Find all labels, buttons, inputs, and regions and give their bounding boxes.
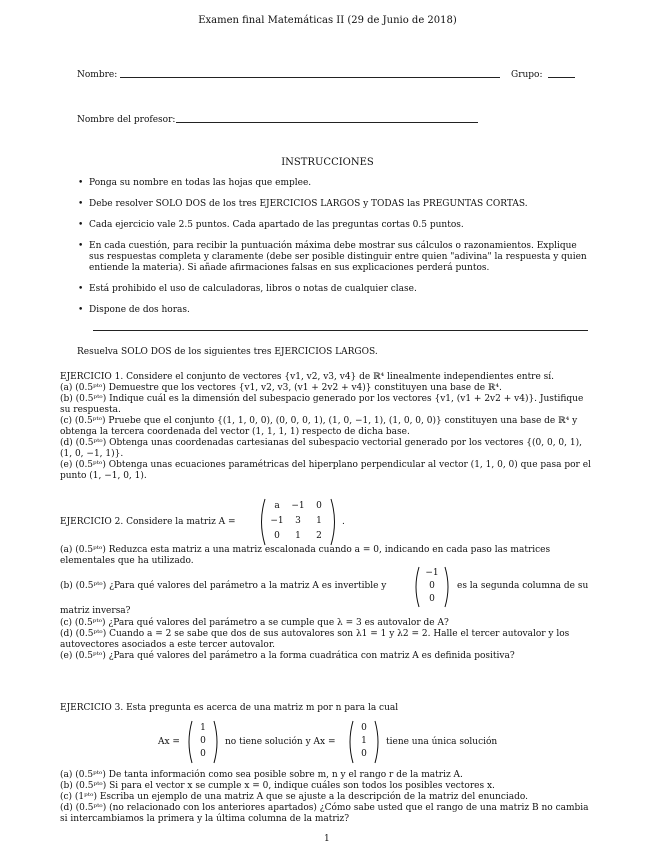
professor-field-line[interactable]: [176, 122, 478, 123]
matrix-cell: a: [274, 501, 280, 511]
page-number: 1: [324, 834, 330, 844]
ex3-statement: EJERCICIO 3. Esta pregunta es acerca de una matriz m por n para la cual: [60, 703, 399, 713]
ex3-items: [60, 770, 596, 825]
professor-label: Nombre del profesor:: [77, 115, 176, 125]
exercise-1: [60, 372, 596, 482]
vector-b: [413, 566, 451, 608]
ex1-line: (d) (0.5ᵖᵗᵒ) Obtenga unas coordenadas cartesianas del subespacio vectorial generado por los vectores {(0, 0, 0, 1), (1, 0, −1, 1)}.: [60, 438, 582, 459]
exam-title: Examen final Matemáticas II (29 de Junio de 2018): [198, 15, 457, 26]
name-field-line[interactable]: [120, 77, 500, 78]
ex2-item-a: (a) (0.5ᵖᵗᵒ) Reduzca esta matriz a una matriz escalonada cuando a = 0, indicando en cada paso las matrices elementales que ha utilizado.: [60, 545, 551, 566]
instruction-item: • Está prohibido el uso de calculadoras, libros o notas de cualquier clase.: [78, 284, 593, 295]
ex3-eq-end: tiene una única solución: [386, 737, 498, 747]
ex3-eq-mid: no tiene solución y Ax =: [225, 737, 336, 747]
ex3-eq1-lhs: Ax =: [158, 737, 180, 747]
group-label: Grupo:: [511, 70, 543, 80]
intro-text: Resuelva SOLO DOS de los siguientes tres EJERCICIOS LARGOS.: [77, 347, 378, 357]
ex1-line: (c) (0.5ᵖᵗᵒ) Pruebe que el conjunto {(1, 1, 0, 0), (0, 0, 0, 1), (1, 0, −1, 1), (1, 0, 0, 0)} constituyen una base de ℝ⁴ y obtenga la tercera coordenada del vector (1, 1, 1, 1) respecto de dicha base.: [60, 416, 578, 437]
ex1-line: EJERCICIO 1. Considere el conjunto de vectores {v1, v2, v3, v4} de ℝ⁴ linealmente independientes entre sí.: [60, 372, 555, 382]
vector-cell: 0: [429, 594, 435, 604]
ex3-line: (c) (1ᵖᵗᵒ) Escriba un ejemplo de una matriz A que se ajuste a la descripción de la matriz del enunciado.: [60, 792, 528, 802]
ex3-line: (d) (0.5ᵖᵗᵒ) (no relacionado con los anteriores apartados) ¿Cómo sabe usted que el rango de una matriz B no cambia si intercambiamos la primera y la última columna de la matriz?: [60, 803, 589, 824]
matrix-cell: 0: [274, 531, 280, 541]
name-label: Nombre:: [77, 70, 118, 80]
instruction-item: • En cada cuestión, para recibir la puntuación máxima debe mostrar sus cálculos o razonamientos. Explique sus respuestas completa y claramente (debe ser posible distinguir entre quien "adivina" la respuesta y quien entiende la materia). Si añade afirmaciones falsas en sus explicaciones perderá puntos.: [78, 241, 593, 274]
vector-cell: 0: [361, 749, 367, 759]
vector-cell: 0: [200, 749, 206, 759]
group-field-line[interactable]: [548, 77, 575, 78]
matrix-cell: −1: [270, 516, 284, 526]
instruction-item: • Dispone de dos horas.: [78, 305, 593, 316]
vector-e1: [186, 720, 220, 764]
matrix-end: .: [342, 517, 345, 527]
ex2-statement: EJERCICIO 2. Considere la matriz A =: [60, 517, 236, 527]
matrix-A: [258, 498, 338, 546]
vector-cell: −1: [425, 568, 439, 578]
instructions-heading: INSTRUCCIONES: [281, 157, 374, 168]
vector-cell: 0: [429, 581, 435, 591]
ex1-line: (a) (0.5ᵖᵗᵒ) Demuestre que los vectores {v1, v2, v3, (v1 + 2v2 + v4)} constituyen una base de ℝ⁴.: [60, 383, 502, 393]
ex2-item-b-post: es la segunda columna de su: [457, 581, 589, 591]
ex3-line: (b) (0.5ᵖᵗᵒ) Si para el vector x se cumple x = 0, indique cuáles son todos los posibles vectores x.: [60, 781, 495, 791]
matrix-cell: 1: [295, 531, 301, 541]
vector-e2: [347, 720, 381, 764]
matrix-cell: 0: [316, 501, 322, 511]
matrix-cell: 2: [316, 531, 322, 541]
matrix-cell: 3: [295, 516, 301, 526]
instruction-item: • Cada ejercicio vale 2.5 puntos. Cada apartado de las preguntas cortas 0.5 puntos.: [78, 220, 593, 231]
instruction-item: • Ponga su nombre en todas las hojas que emplee.: [78, 178, 593, 189]
ex1-line: (b) (0.5ᵖᵗᵒ) Indique cuál es la dimensión del subespacio generado por los vectores {v1, (v1 + 2v2 + v4)}. Justifique su respuesta.: [60, 394, 584, 415]
ex3-line: (a) (0.5ᵖᵗᵒ) De tanta información como sea posible sobre m, n y el rango r de la matriz A.: [60, 770, 463, 780]
ex2-line: (e) (0.5ᵖᵗᵒ) ¿Para qué valores del parámetro a la forma cuadrática con matriz A es definida positiva?: [60, 651, 515, 661]
ex2-rest: [60, 618, 596, 662]
vector-cell: 0: [200, 736, 206, 746]
vector-cell: 1: [200, 723, 206, 733]
matrix-cell: 1: [316, 516, 322, 526]
matrix-cell: −1: [291, 501, 305, 511]
ex2-line: (c) (0.5ᵖᵗᵒ) ¿Para qué valores del parámetro a se cumple que λ = 3 es autovalor de A?: [60, 618, 449, 628]
vector-cell: 0: [361, 723, 367, 733]
ex2-line: (d) (0.5ᵖᵗᵒ) Cuando a = 2 se sabe que dos de sus autovalores son λ1 = 1 y λ2 = 2. Halle el tercer autovalor y los autovectores asociados a este tercer autovalor.: [60, 629, 570, 650]
instructions-list: [78, 178, 593, 316]
ex2-item-b: (b) (0.5ᵖᵗᵒ) ¿Para qué valores del parámetro a la matriz A es invertible y: [60, 581, 387, 591]
ex2-item-b-end: matriz inversa?: [60, 606, 131, 616]
ex1-line: (e) (0.5ᵖᵗᵒ) Obtenga unas ecuaciones paramétricas del hiperplano perpendicular al vector (1, 1, 0, 0) que pasa por el punto (1, −1, 0, 1).: [60, 460, 591, 481]
instructions-divider: [93, 330, 588, 331]
instruction-item: • Debe resolver SOLO DOS de los tres EJERCICIOS LARGOS y TODAS las PREGUNTAS CORTAS.: [78, 199, 593, 210]
vector-cell: 1: [361, 736, 367, 746]
